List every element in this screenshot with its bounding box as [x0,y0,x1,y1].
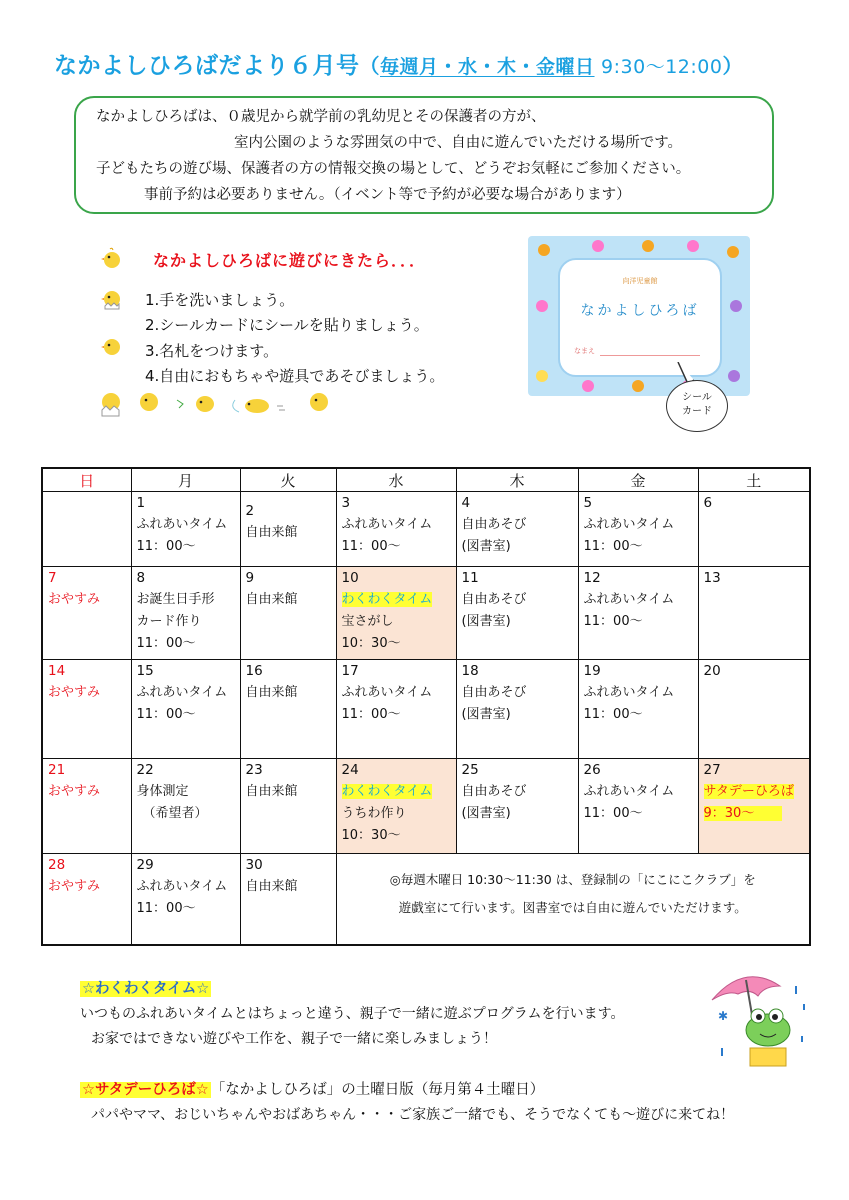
day-event: ふれあいタイム [136,517,228,532]
day-number: 14 [48,663,66,680]
day-number: 26 [583,762,601,779]
day-number: 5 [583,495,593,511]
day-cell [698,660,810,759]
day-event-time: 11：00～ [136,635,196,651]
schedule-days: 毎週月・水・木・金曜日 [380,56,595,78]
day-event-time: 11：00～ [136,707,196,723]
day-cell [698,492,810,567]
intro-box [74,96,774,214]
sticker-card-bubble [666,380,728,432]
day-event: ふれあいタイム [341,685,433,701]
sticker-card-image [528,236,750,396]
weekday-header-row [42,468,810,492]
day-closed: おやすみ [48,784,101,800]
day-event: 身体測定 [136,784,189,800]
day-event-time: 11：00～ [583,613,643,629]
day-event: 自由あそび [461,517,527,532]
waku-heading-text: ☆わくわくタイム☆ [82,981,210,997]
day-event: カード作り [136,613,202,629]
day-number: 22 [136,762,154,779]
week-row [42,566,810,659]
bubble-line: カード [682,406,712,417]
howto-title: なかよしひろばに遊びにきたら．．． [153,251,427,270]
day-event-time: 11：00～ [583,707,643,723]
day-cell [131,660,240,759]
intro-line: 室内公園のような雰囲気の中で、自由に遊んでいただける場所です。 [234,135,683,151]
day-number: 15 [136,663,154,680]
day-number: 24 [341,762,359,779]
calendar-table [41,467,811,946]
week-row [42,660,810,759]
day-cell [698,566,810,659]
day-number: 8 [136,569,146,586]
day-cell [240,566,336,659]
day-event-note: （希望者） [142,806,208,822]
day-event: ふれあいタイム [583,591,675,607]
day-event-place: (図書室) [461,539,511,554]
day-event: 自由来館 [245,525,298,540]
day-event-time: 11：00～ [341,707,401,723]
day-event-place: (図書室) [461,613,511,629]
weekday-sat: 土 [698,468,810,492]
intro-line: なかよしひろばは、０歳児から就学前の乳幼児とその保護者の方が、 [96,109,546,125]
day-event-place: (図書室) [461,707,511,723]
day-number: 20 [703,663,721,680]
chick-icon [100,246,124,270]
bubble-line: シール [682,392,712,403]
week-row [42,759,810,854]
day-number: 7 [48,569,57,586]
day-event: 自由来館 [245,784,298,800]
note-line: ◎毎週木曜日 10:30～11:30 は、登録制の「にこにこクラブ」を [389,872,756,888]
day-cell [42,660,131,759]
day-number: 21 [48,762,66,779]
day-event-time: 10：30～ [341,635,401,651]
day-cell [336,660,456,759]
day-number: 6 [703,495,713,511]
waku-description: お家ではできない遊びや工作を、親子で一緒に楽しみましょう！ [91,1031,497,1047]
day-cell [131,854,240,945]
day-number: 3 [341,495,351,511]
waku-badge: わくわくタイム [341,784,433,800]
day-cell [578,566,698,659]
chicks-row-icon [97,380,339,420]
day-event: うちわ作り [341,806,407,822]
day-cell [456,492,578,567]
day-cell [456,759,578,854]
weekday-thu: 木 [456,468,578,492]
day-event-time: 11：00～ [136,539,196,554]
saturday-time: 9：30～ [704,806,783,821]
day-cell [456,566,578,659]
day-event: ふれあいタイム [136,879,228,895]
day-number: 27 [703,762,721,779]
day-event: 自由あそび [461,784,527,800]
day-cell-special [336,759,456,854]
day-event: ふれあいタイム [136,685,228,701]
intro-line: 事前予約は必要ありません。（イベント等で予約が必要な場合があります） [144,187,631,203]
day-cell [42,492,131,567]
waku-heading [80,977,211,998]
day-number: 16 [245,663,263,680]
svg-text:✱: ✱ [718,1009,729,1023]
day-number: 12 [583,569,601,586]
day-event: お誕生日手形 [136,591,215,607]
day-cell-special [698,759,810,854]
step-3: 3.名札をつけます。 [145,342,279,360]
day-cell [240,854,336,945]
day-cell [42,566,131,659]
note-line: 遊戯室にて行います。図書室では自由に遊んでいただけます。 [398,900,747,916]
day-number: 23 [245,762,263,779]
day-cell [578,660,698,759]
chick-icon [100,286,124,310]
day-closed: おやすみ [48,879,101,895]
page-title: なかよしひろばだより６月号（毎週月・水・木・金曜日 9:30～12:00） [54,53,743,79]
day-number: 28 [48,857,66,874]
day-event: ふれあいタイム [583,685,675,701]
day-number: 11 [461,569,479,586]
week-row [42,492,810,567]
day-event-time: 11：00～ [583,539,643,554]
day-cell [336,492,456,567]
day-number: 19 [583,663,601,680]
weekday-fri: 金 [578,468,698,492]
day-cell [240,492,336,567]
day-event-time: 11：00～ [583,806,643,822]
card-panel [558,258,722,377]
card-title: なかよしひろば [580,303,700,319]
day-event: 自由来館 [245,879,298,895]
day-event: 自由あそび [461,685,527,701]
waku-description: いつものふれあいタイムとはちょっと違う、親子で一緒に遊ぶプログラムを行います。 [80,1006,625,1022]
day-number: 29 [136,857,154,874]
weekday-wed: 水 [336,468,456,492]
day-number: 18 [461,663,479,680]
saturday-description: パパやママ、おじいちゃんやおばあちゃん・・・ご家族ご一緒でも、そうでなくても～遊びに来てね！ [91,1107,735,1123]
day-cell [131,759,240,854]
waku-badge: わくわくタイム [341,591,433,607]
day-number: 30 [245,857,263,874]
day-cell [240,759,336,854]
day-event: ふれあいタイム [583,784,675,800]
chick-icon [100,334,124,358]
day-event: 自由来館 [245,685,298,701]
day-cell [240,660,336,759]
day-event: ふれあいタイム [341,517,433,532]
day-number: 17 [341,663,359,680]
day-cell [131,492,240,567]
day-number: 1 [136,495,146,511]
step-1: 1.手を洗いましょう。 [145,291,295,309]
day-event-time: 11：00～ [341,539,401,554]
day-cell [42,759,131,854]
day-cell [578,492,698,567]
saturday-heading [80,1078,544,1099]
day-event-time: 11：00～ [136,901,196,917]
day-number: 9 [245,569,255,586]
day-event-time: 10：30～ [341,828,401,844]
day-event-place: (図書室) [461,806,511,822]
day-number: 25 [461,762,479,779]
day-number: 10 [341,569,359,586]
step-2: 2.シールカードにシールを貼りましょう。 [145,316,429,334]
weekday-mon: 月 [131,468,240,492]
day-number: 13 [703,569,721,586]
weekday-tue: 火 [240,468,336,492]
intro-line: 子どもたちの遊び場、保護者の方の情報交換の場として、どうぞお気軽にご参加ください。 [96,161,691,177]
saturday-badge: サタデーひろば [703,784,794,800]
saturday-subtitle: 「なかよしひろば」の土曜日版（毎月第４土曜日） [210,1082,545,1098]
week-row [42,854,810,945]
frog-umbrella-icon [704,964,814,1072]
saturday-heading-text: ☆サタデーひろば☆ [82,1082,209,1098]
day-event: ふれあいタイム [583,517,675,532]
day-cell [131,566,240,659]
day-cell-special [336,566,456,659]
day-number: 4 [461,495,471,511]
card-small-label: 向洋児童館 [622,277,658,285]
calendar-note [336,854,810,945]
day-cell [42,854,131,945]
step-4: 4.自由におもちゃや遊具であそびましょう。 [145,367,445,385]
card-name-line [600,355,700,356]
day-closed: おやすみ [48,591,101,607]
day-closed: おやすみ [48,685,101,701]
card-name-field-label: なまえ [574,347,595,355]
day-event: 自由あそび [461,591,527,607]
day-event: 自由来館 [245,591,298,607]
weekday-sun: 日 [42,468,131,492]
day-number: 2 [245,503,255,519]
day-cell [578,759,698,854]
schedule-time: 9:30～12:00 [594,56,723,78]
day-cell [456,660,578,759]
day-event: 宝さがし [341,613,394,629]
